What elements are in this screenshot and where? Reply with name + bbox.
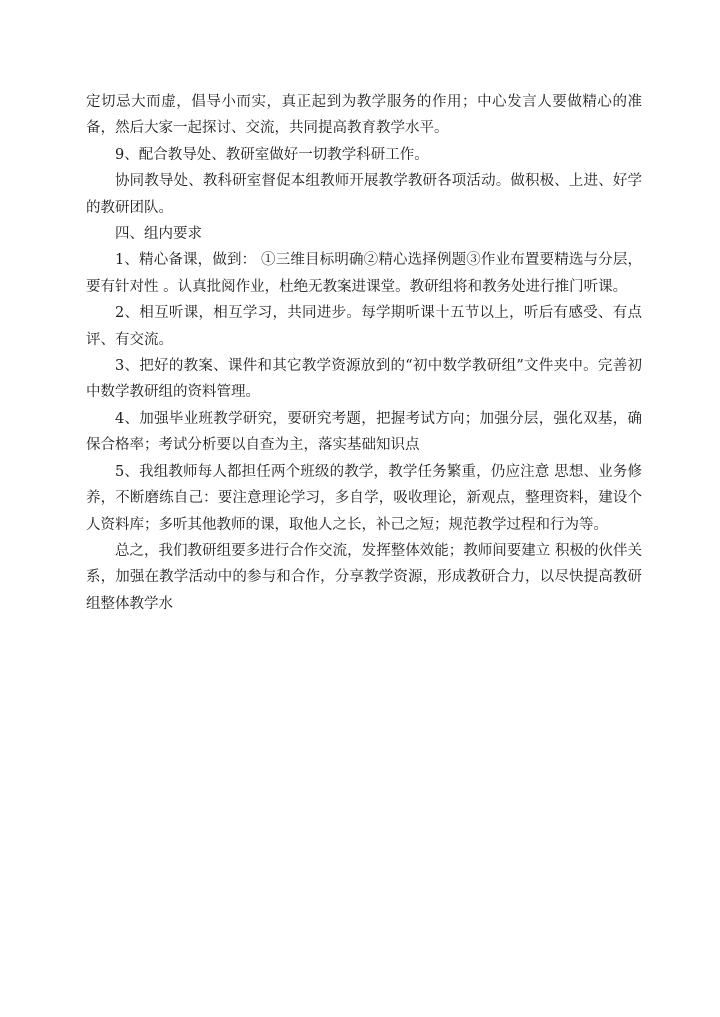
paragraph-requirement-4: 4、加强毕业班教学研究，要研究考题，把握考试方向；加强分层，强化双基，确保合格率；考试分析要以自查为主，落实基础知识点 bbox=[86, 410, 642, 454]
paragraph-item-9-detail: 协同教导处、教科研室督促本组教师开展教学教研各项活动。做积极、上进、好学的教研团队。 bbox=[86, 173, 642, 216]
document-body bbox=[86, 89, 642, 617]
section-heading-4: 四、组内要求 bbox=[115, 226, 202, 243]
paragraph-item-9: 9、配合教导处、教研室做好一切教学科研工作。 bbox=[115, 146, 429, 163]
paragraph-summary: 总之，我们教研组要多进行合作交流，发挥整体效能；教师间要建立 积极的伙伴关系，加强在教学活动中的参与和合作，分享教学资源，形成教研合力，以尽快提高教研组整体教学水 bbox=[86, 542, 642, 612]
paragraph-requirement-5: 5、我组教师每人都担任两个班级的教学，教学任务繁重，仍应注意 思想、业务修养，不断磨练自己：要注意理论学习，多自学，吸收理论，新观点，整理资料，建设个人资料库；多听其他教师的课，取他人之长，补己之短；规范教学过程和行为等。 bbox=[86, 463, 642, 533]
paragraph-continuation: 定切忌大而虚，倡导小而实，真正起到为教学服务的作用；中心发言人要做精心的准备，然后大家一起探讨、交流，共同提高教育教学水平。 bbox=[86, 94, 642, 137]
paragraph-requirement-2: 2、相互听课，相互学习，共同进步。每学期听课十五节以上，听后有感受、有点评、有交流。 bbox=[86, 305, 642, 348]
paragraph-requirement-1: 1、精心备课，做到： ①三维目标明确②精心选择例题③作业布置要精选与分层，要有针对性 。认真批阅作业，杜绝无教案进课堂。教研组将和教务处进行推门听课。 bbox=[86, 252, 642, 295]
paragraph-requirement-3: 3、把好的教案、课件和其它教学资源放到的“初中数学教研组”文件夹中。完善初中数学教研组的资料管理。 bbox=[86, 358, 642, 401]
